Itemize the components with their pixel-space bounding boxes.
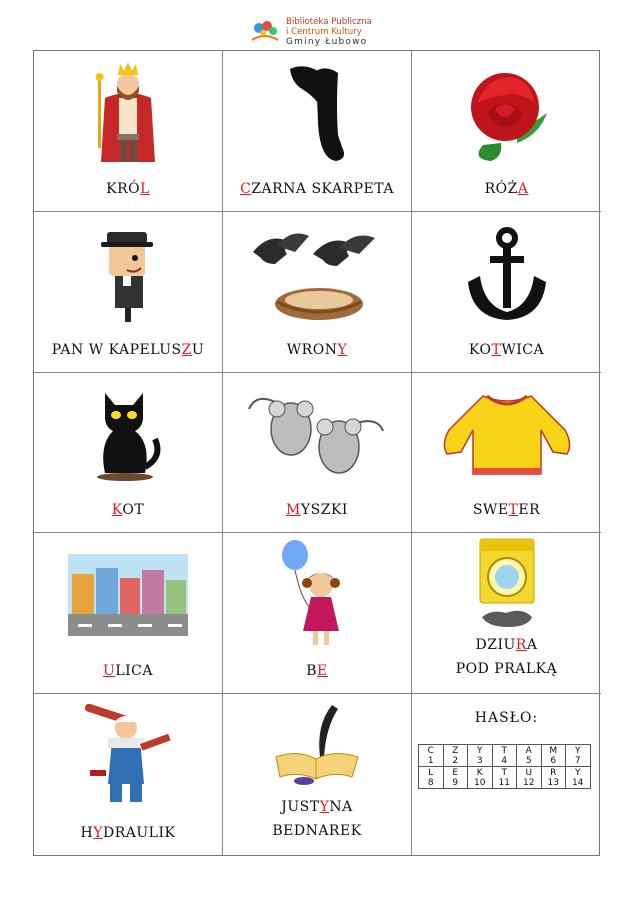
- crows-nest-icon: [247, 224, 387, 324]
- washing-machine-icon: [472, 535, 542, 631]
- card-book-quill: [223, 694, 412, 855]
- cat-icon: [93, 387, 163, 483]
- logo-line-1: Biblioteka Publiczna: [286, 17, 372, 27]
- card-label: BE: [306, 663, 328, 680]
- password-box: Y 3: [468, 745, 493, 767]
- password-box: C 1: [419, 745, 444, 767]
- card-anchor: [412, 212, 601, 373]
- password-title: HASŁO:: [474, 710, 539, 727]
- password-cell: [412, 694, 601, 855]
- card-street: [34, 533, 223, 694]
- password-box: Z 2: [443, 745, 468, 767]
- card-grid: [33, 50, 600, 856]
- sock-icon: [282, 63, 352, 163]
- card-hole-under-washer: [412, 533, 601, 694]
- password-box: T 4: [492, 745, 517, 767]
- king-icon: [93, 58, 163, 168]
- mice-icon: [247, 385, 387, 485]
- card-label: SWETER: [472, 502, 541, 519]
- card-mice: [223, 373, 412, 534]
- girl-with-balloon-icon: [277, 539, 357, 651]
- man-in-hat-icon: [93, 224, 163, 324]
- password-box: Y 7: [566, 745, 591, 767]
- password-box: M 6: [541, 745, 566, 767]
- card-label: KRÓL: [106, 180, 150, 197]
- password-box: L 8: [419, 767, 444, 789]
- password-box: Y 14: [566, 767, 591, 789]
- card-label: MYSZKI: [286, 502, 348, 519]
- card-black-sock: [223, 51, 412, 212]
- password-row-2: [419, 767, 591, 789]
- card-plumber: [34, 694, 223, 855]
- password-table: [418, 744, 591, 789]
- card-label: HYDRAULIK: [80, 825, 176, 841]
- logo-line-3: Gminy Łubowo: [286, 37, 368, 47]
- rose-icon: [457, 63, 557, 163]
- card-label: KOTWICA: [468, 341, 545, 358]
- library-logo-icon: [250, 18, 280, 44]
- street-icon: [68, 554, 188, 636]
- password-box: A 5: [517, 745, 542, 767]
- card-rose: [412, 51, 601, 212]
- card-sweater: [412, 373, 601, 534]
- card-label: WRONY: [286, 341, 348, 358]
- card-cat: [34, 373, 223, 534]
- plumber-icon: [78, 704, 178, 808]
- book-and-quill-icon: [272, 701, 362, 787]
- card-king: [34, 51, 223, 212]
- password-box: R 13: [541, 767, 566, 789]
- password-box: E 9: [443, 767, 468, 789]
- anchor-icon: [462, 226, 552, 322]
- password-row-1: [419, 745, 591, 767]
- card-label: ULICA: [103, 663, 153, 680]
- card-girl-balloon: [223, 533, 412, 694]
- password-box: K 10: [468, 767, 493, 789]
- sweater-icon: [437, 390, 577, 480]
- card-man-in-hat: [34, 212, 223, 373]
- library-logo-text: [286, 17, 372, 47]
- card-label: KOT: [111, 502, 145, 519]
- card-label: PAN W KAPELUSZU: [51, 341, 205, 358]
- card-label: DZIURA POD PRALKĄ: [455, 637, 558, 678]
- password-box: T 11: [492, 767, 517, 789]
- card-crows: [223, 212, 412, 373]
- card-label: CZARNA SKARPETA: [240, 180, 394, 197]
- library-logo: [250, 14, 390, 50]
- password-box: U 12: [517, 767, 542, 789]
- card-label: JUSTYNA BEDNAREK: [272, 799, 362, 839]
- card-label: RÓŻA: [484, 180, 529, 197]
- logo-line-2: i Centrum Kultury: [286, 27, 362, 37]
